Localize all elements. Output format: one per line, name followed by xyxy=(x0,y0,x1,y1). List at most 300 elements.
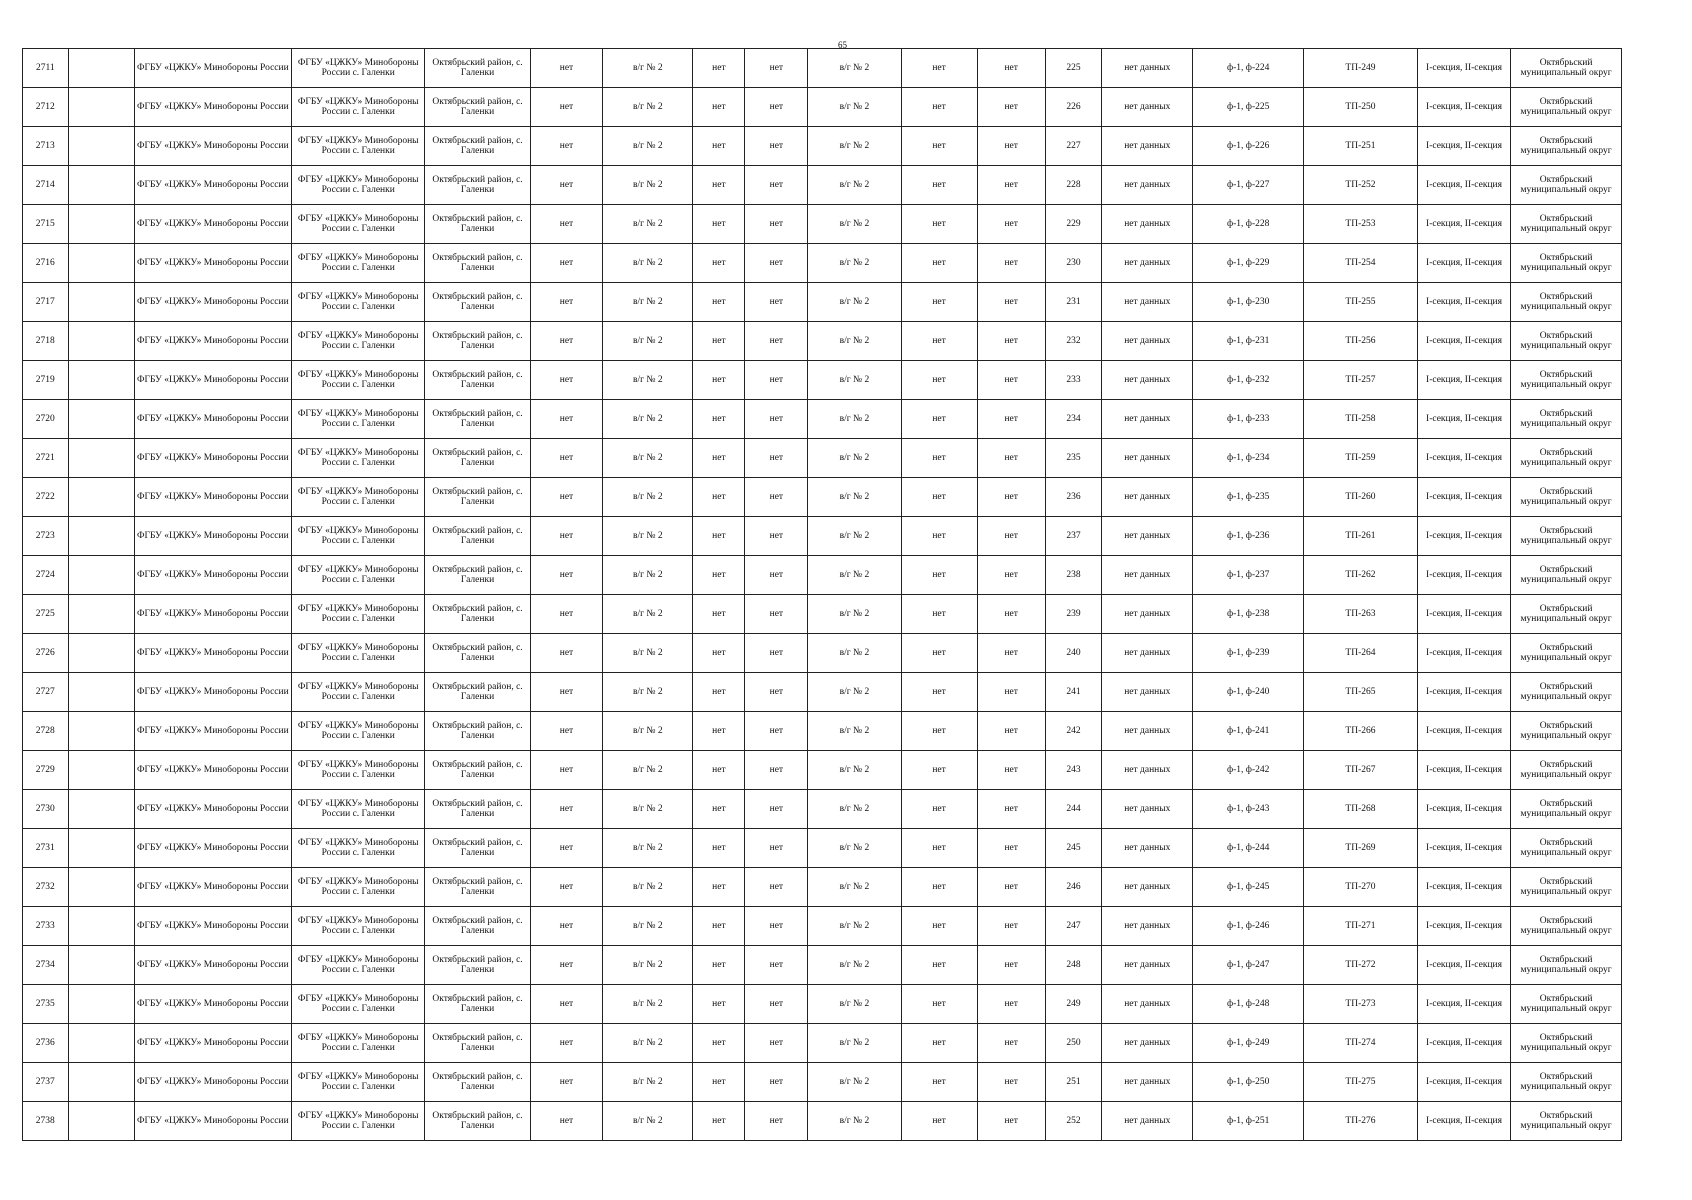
cell-location: Октябрьский район, с. Галенки xyxy=(425,829,530,868)
table-row xyxy=(23,1102,1622,1141)
cell-col6: в/г № 2 xyxy=(603,946,693,985)
cell-number: 228 xyxy=(1045,166,1101,205)
cell-col7: нет xyxy=(693,361,745,400)
cell-col9: в/г № 2 xyxy=(808,829,901,868)
cell-customer: ФГБУ «ЦЖКУ» Минобороны России с. Галенки xyxy=(292,790,425,829)
cell-col5: нет xyxy=(530,439,603,478)
cell-row-number: 2717 xyxy=(23,283,69,322)
cell-col7: нет xyxy=(693,127,745,166)
cell-col10: нет xyxy=(901,712,977,751)
cell-col9: в/г № 2 xyxy=(808,868,901,907)
table-row xyxy=(23,751,1622,790)
cell-feeder: ф-1, ф-245 xyxy=(1193,868,1304,907)
cell-col6: в/г № 2 xyxy=(603,868,693,907)
cell-substation: ТП-262 xyxy=(1304,556,1418,595)
cell-col9: в/г № 2 xyxy=(808,400,901,439)
cell-organization: ФГБУ «ЦЖКУ» Минобороны России xyxy=(134,985,291,1024)
cell-customer: ФГБУ «ЦЖКУ» Минобороны России с. Галенки xyxy=(292,478,425,517)
cell-customer: ФГБУ «ЦЖКУ» Минобороны России с. Галенки xyxy=(292,907,425,946)
cell-col5: нет xyxy=(530,1102,603,1141)
cell-feeder: ф-1, ф-244 xyxy=(1193,829,1304,868)
cell-blank xyxy=(68,478,134,517)
cell-feeder: ф-1, ф-247 xyxy=(1193,946,1304,985)
cell-organization: ФГБУ «ЦЖКУ» Минобороны России xyxy=(134,634,291,673)
cell-substation: ТП-265 xyxy=(1304,673,1418,712)
cell-customer: ФГБУ «ЦЖКУ» Минобороны России с. Галенки xyxy=(292,1063,425,1102)
cell-number: 227 xyxy=(1045,127,1101,166)
cell-number: 246 xyxy=(1045,868,1101,907)
table-row xyxy=(23,946,1622,985)
cell-col8: нет xyxy=(745,400,808,439)
cell-row-number: 2715 xyxy=(23,205,69,244)
table-row xyxy=(23,322,1622,361)
cell-col9: в/г № 2 xyxy=(808,634,901,673)
cell-municipality: Октябрьский муниципальный округ xyxy=(1511,205,1622,244)
cell-municipality: Октябрьский муниципальный округ xyxy=(1511,517,1622,556)
cell-location: Октябрьский район, с. Галенки xyxy=(425,166,530,205)
cell-col5: нет xyxy=(530,790,603,829)
cell-col9: в/г № 2 xyxy=(808,166,901,205)
cell-organization: ФГБУ «ЦЖКУ» Минобороны России xyxy=(134,595,291,634)
cell-col11: нет xyxy=(977,88,1045,127)
cell-organization: ФГБУ «ЦЖКУ» Минобороны России xyxy=(134,49,291,88)
cell-no-data: нет данных xyxy=(1102,283,1193,322)
cell-customer: ФГБУ «ЦЖКУ» Минобороны России с. Галенки xyxy=(292,829,425,868)
cell-feeder: ф-1, ф-236 xyxy=(1193,517,1304,556)
cell-col10: нет xyxy=(901,751,977,790)
table-row xyxy=(23,556,1622,595)
cell-number: 240 xyxy=(1045,634,1101,673)
cell-feeder: ф-1, ф-249 xyxy=(1193,1024,1304,1063)
cell-col7: нет xyxy=(693,868,745,907)
cell-col11: нет xyxy=(977,673,1045,712)
cell-no-data: нет данных xyxy=(1102,907,1193,946)
cell-municipality: Октябрьский муниципальный округ xyxy=(1511,946,1622,985)
cell-col6: в/г № 2 xyxy=(603,205,693,244)
cell-col9: в/г № 2 xyxy=(808,946,901,985)
register-body xyxy=(23,49,1622,1141)
cell-col8: нет xyxy=(745,322,808,361)
cell-number: 225 xyxy=(1045,49,1101,88)
cell-row-number: 2731 xyxy=(23,829,69,868)
table-row xyxy=(23,205,1622,244)
cell-no-data: нет данных xyxy=(1102,556,1193,595)
cell-number: 241 xyxy=(1045,673,1101,712)
cell-col9: в/г № 2 xyxy=(808,439,901,478)
cell-municipality: Октябрьский муниципальный округ xyxy=(1511,49,1622,88)
cell-row-number: 2712 xyxy=(23,88,69,127)
cell-organization: ФГБУ «ЦЖКУ» Минобороны России xyxy=(134,946,291,985)
cell-no-data: нет данных xyxy=(1102,985,1193,1024)
cell-location: Октябрьский район, с. Галенки xyxy=(425,556,530,595)
cell-col5: нет xyxy=(530,166,603,205)
cell-no-data: нет данных xyxy=(1102,88,1193,127)
cell-location: Октябрьский район, с. Галенки xyxy=(425,127,530,166)
cell-col7: нет xyxy=(693,49,745,88)
cell-col7: нет xyxy=(693,166,745,205)
cell-row-number: 2738 xyxy=(23,1102,69,1141)
cell-location: Октябрьский район, с. Галенки xyxy=(425,439,530,478)
table-row xyxy=(23,361,1622,400)
cell-number: 229 xyxy=(1045,205,1101,244)
cell-blank xyxy=(68,361,134,400)
cell-location: Октябрьский район, с. Галенки xyxy=(425,751,530,790)
cell-col7: нет xyxy=(693,556,745,595)
cell-col9: в/г № 2 xyxy=(808,478,901,517)
cell-col5: нет xyxy=(530,946,603,985)
cell-sections: I-секция, II-секция xyxy=(1417,127,1510,166)
cell-municipality: Октябрьский муниципальный округ xyxy=(1511,868,1622,907)
cell-col5: нет xyxy=(530,1063,603,1102)
cell-customer: ФГБУ «ЦЖКУ» Минобороны России с. Галенки xyxy=(292,205,425,244)
cell-col8: нет xyxy=(745,205,808,244)
cell-municipality: Октябрьский муниципальный округ xyxy=(1511,166,1622,205)
cell-municipality: Октябрьский муниципальный округ xyxy=(1511,712,1622,751)
cell-col10: нет xyxy=(901,1063,977,1102)
cell-blank xyxy=(68,712,134,751)
cell-municipality: Октябрьский муниципальный округ xyxy=(1511,1102,1622,1141)
cell-row-number: 2727 xyxy=(23,673,69,712)
cell-customer: ФГБУ «ЦЖКУ» Минобороны России с. Галенки xyxy=(292,1102,425,1141)
cell-organization: ФГБУ «ЦЖКУ» Минобороны России xyxy=(134,712,291,751)
cell-organization: ФГБУ «ЦЖКУ» Минобороны России xyxy=(134,1102,291,1141)
cell-col10: нет xyxy=(901,283,977,322)
cell-row-number: 2711 xyxy=(23,49,69,88)
cell-sections: I-секция, II-секция xyxy=(1417,166,1510,205)
cell-col9: в/г № 2 xyxy=(808,127,901,166)
cell-col7: нет xyxy=(693,478,745,517)
cell-col8: нет xyxy=(745,1102,808,1141)
cell-col9: в/г № 2 xyxy=(808,673,901,712)
cell-blank xyxy=(68,985,134,1024)
cell-feeder: ф-1, ф-237 xyxy=(1193,556,1304,595)
cell-substation: ТП-266 xyxy=(1304,712,1418,751)
cell-feeder: ф-1, ф-235 xyxy=(1193,478,1304,517)
cell-location: Октябрьский район, с. Галенки xyxy=(425,634,530,673)
cell-col11: нет xyxy=(977,322,1045,361)
cell-col5: нет xyxy=(530,1024,603,1063)
cell-blank xyxy=(68,244,134,283)
cell-col8: нет xyxy=(745,1024,808,1063)
cell-blank xyxy=(68,88,134,127)
cell-blank xyxy=(68,49,134,88)
cell-organization: ФГБУ «ЦЖКУ» Минобороны России xyxy=(134,868,291,907)
table-row xyxy=(23,166,1622,205)
cell-number: 251 xyxy=(1045,1063,1101,1102)
cell-col10: нет xyxy=(901,361,977,400)
cell-location: Октябрьский район, с. Галенки xyxy=(425,478,530,517)
cell-feeder: ф-1, ф-239 xyxy=(1193,634,1304,673)
cell-col8: нет xyxy=(745,829,808,868)
cell-number: 242 xyxy=(1045,712,1101,751)
cell-organization: ФГБУ «ЦЖКУ» Минобороны России xyxy=(134,517,291,556)
cell-col5: нет xyxy=(530,751,603,790)
cell-organization: ФГБУ «ЦЖКУ» Минобороны России xyxy=(134,439,291,478)
cell-number: 226 xyxy=(1045,88,1101,127)
cell-col7: нет xyxy=(693,205,745,244)
cell-col8: нет xyxy=(745,244,808,283)
cell-blank xyxy=(68,907,134,946)
cell-col6: в/г № 2 xyxy=(603,49,693,88)
cell-customer: ФГБУ «ЦЖКУ» Минобороны России с. Галенки xyxy=(292,49,425,88)
cell-blank xyxy=(68,751,134,790)
cell-organization: ФГБУ «ЦЖКУ» Минобороны России xyxy=(134,907,291,946)
cell-blank xyxy=(68,1102,134,1141)
cell-substation: ТП-269 xyxy=(1304,829,1418,868)
cell-col11: нет xyxy=(977,829,1045,868)
cell-col10: нет xyxy=(901,1024,977,1063)
cell-no-data: нет данных xyxy=(1102,400,1193,439)
cell-feeder: ф-1, ф-233 xyxy=(1193,400,1304,439)
cell-sections: I-секция, II-секция xyxy=(1417,49,1510,88)
table-row xyxy=(23,829,1622,868)
cell-location: Октябрьский район, с. Галенки xyxy=(425,49,530,88)
cell-municipality: Октябрьский муниципальный округ xyxy=(1511,790,1622,829)
cell-organization: ФГБУ «ЦЖКУ» Минобороны России xyxy=(134,322,291,361)
cell-row-number: 2736 xyxy=(23,1024,69,1063)
cell-col7: нет xyxy=(693,244,745,283)
cell-col10: нет xyxy=(901,634,977,673)
cell-col9: в/г № 2 xyxy=(808,88,901,127)
cell-municipality: Октябрьский муниципальный округ xyxy=(1511,283,1622,322)
cell-no-data: нет данных xyxy=(1102,1063,1193,1102)
cell-col10: нет xyxy=(901,790,977,829)
cell-sections: I-секция, II-секция xyxy=(1417,790,1510,829)
cell-row-number: 2725 xyxy=(23,595,69,634)
cell-col6: в/г № 2 xyxy=(603,751,693,790)
cell-number: 238 xyxy=(1045,556,1101,595)
cell-col6: в/г № 2 xyxy=(603,556,693,595)
cell-row-number: 2732 xyxy=(23,868,69,907)
cell-col11: нет xyxy=(977,868,1045,907)
cell-customer: ФГБУ «ЦЖКУ» Минобороны России с. Галенки xyxy=(292,322,425,361)
cell-location: Октябрьский район, с. Галенки xyxy=(425,361,530,400)
cell-blank xyxy=(68,400,134,439)
cell-municipality: Октябрьский муниципальный округ xyxy=(1511,361,1622,400)
table-row xyxy=(23,907,1622,946)
cell-col8: нет xyxy=(745,88,808,127)
cell-row-number: 2724 xyxy=(23,556,69,595)
cell-substation: ТП-273 xyxy=(1304,985,1418,1024)
cell-feeder: ф-1, ф-226 xyxy=(1193,127,1304,166)
cell-sections: I-секция, II-секция xyxy=(1417,322,1510,361)
cell-col7: нет xyxy=(693,946,745,985)
cell-blank xyxy=(68,595,134,634)
table-row xyxy=(23,283,1622,322)
cell-no-data: нет данных xyxy=(1102,205,1193,244)
cell-feeder: ф-1, ф-224 xyxy=(1193,49,1304,88)
cell-municipality: Октябрьский муниципальный округ xyxy=(1511,400,1622,439)
cell-organization: ФГБУ «ЦЖКУ» Минобороны России xyxy=(134,283,291,322)
cell-blank xyxy=(68,673,134,712)
table-row xyxy=(23,712,1622,751)
cell-sections: I-секция, II-секция xyxy=(1417,439,1510,478)
cell-col9: в/г № 2 xyxy=(808,322,901,361)
cell-col7: нет xyxy=(693,634,745,673)
cell-no-data: нет данных xyxy=(1102,244,1193,283)
cell-col6: в/г № 2 xyxy=(603,517,693,556)
cell-col7: нет xyxy=(693,751,745,790)
cell-row-number: 2718 xyxy=(23,322,69,361)
cell-no-data: нет данных xyxy=(1102,751,1193,790)
cell-col8: нет xyxy=(745,985,808,1024)
cell-col7: нет xyxy=(693,790,745,829)
cell-col11: нет xyxy=(977,712,1045,751)
cell-col6: в/г № 2 xyxy=(603,712,693,751)
cell-location: Октябрьский район, с. Галенки xyxy=(425,400,530,439)
cell-number: 239 xyxy=(1045,595,1101,634)
cell-col6: в/г № 2 xyxy=(603,478,693,517)
cell-sections: I-секция, II-секция xyxy=(1417,1063,1510,1102)
cell-row-number: 2723 xyxy=(23,517,69,556)
cell-number: 234 xyxy=(1045,400,1101,439)
cell-location: Октябрьский район, с. Галенки xyxy=(425,244,530,283)
cell-row-number: 2735 xyxy=(23,985,69,1024)
cell-substation: ТП-259 xyxy=(1304,439,1418,478)
cell-col5: нет xyxy=(530,712,603,751)
cell-customer: ФГБУ «ЦЖКУ» Минобороны России с. Галенки xyxy=(292,166,425,205)
cell-col8: нет xyxy=(745,283,808,322)
table-row xyxy=(23,1024,1622,1063)
cell-blank xyxy=(68,556,134,595)
cell-col11: нет xyxy=(977,634,1045,673)
cell-col8: нет xyxy=(745,49,808,88)
cell-col11: нет xyxy=(977,244,1045,283)
cell-sections: I-секция, II-секция xyxy=(1417,361,1510,400)
cell-customer: ФГБУ «ЦЖКУ» Минобороны России с. Галенки xyxy=(292,673,425,712)
cell-substation: ТП-258 xyxy=(1304,400,1418,439)
cell-blank xyxy=(68,1024,134,1063)
cell-organization: ФГБУ «ЦЖКУ» Минобороны России xyxy=(134,127,291,166)
cell-no-data: нет данных xyxy=(1102,166,1193,205)
cell-municipality: Октябрьский муниципальный округ xyxy=(1511,634,1622,673)
cell-col6: в/г № 2 xyxy=(603,1102,693,1141)
cell-col11: нет xyxy=(977,439,1045,478)
cell-municipality: Октябрьский муниципальный округ xyxy=(1511,556,1622,595)
cell-col5: нет xyxy=(530,400,603,439)
cell-col7: нет xyxy=(693,1024,745,1063)
table-row xyxy=(23,49,1622,88)
cell-number: 247 xyxy=(1045,907,1101,946)
cell-blank xyxy=(68,439,134,478)
cell-col7: нет xyxy=(693,400,745,439)
cell-col5: нет xyxy=(530,322,603,361)
cell-sections: I-секция, II-секция xyxy=(1417,595,1510,634)
cell-col5: нет xyxy=(530,868,603,907)
cell-col6: в/г № 2 xyxy=(603,361,693,400)
cell-col10: нет xyxy=(901,400,977,439)
cell-row-number: 2733 xyxy=(23,907,69,946)
cell-row-number: 2726 xyxy=(23,634,69,673)
table-row xyxy=(23,439,1622,478)
cell-col10: нет xyxy=(901,1102,977,1141)
cell-col10: нет xyxy=(901,829,977,868)
cell-col5: нет xyxy=(530,88,603,127)
cell-organization: ФГБУ «ЦЖКУ» Минобороны России xyxy=(134,751,291,790)
cell-municipality: Октябрьский муниципальный округ xyxy=(1511,478,1622,517)
cell-col8: нет xyxy=(745,673,808,712)
cell-col7: нет xyxy=(693,322,745,361)
cell-sections: I-секция, II-секция xyxy=(1417,829,1510,868)
table-row xyxy=(23,673,1622,712)
cell-no-data: нет данных xyxy=(1102,790,1193,829)
cell-col9: в/г № 2 xyxy=(808,283,901,322)
cell-col9: в/г № 2 xyxy=(808,49,901,88)
cell-col11: нет xyxy=(977,595,1045,634)
cell-feeder: ф-1, ф-241 xyxy=(1193,712,1304,751)
cell-col7: нет xyxy=(693,829,745,868)
cell-organization: ФГБУ «ЦЖКУ» Минобороны России xyxy=(134,478,291,517)
cell-sections: I-секция, II-секция xyxy=(1417,478,1510,517)
cell-municipality: Октябрьский муниципальный округ xyxy=(1511,985,1622,1024)
table-row xyxy=(23,868,1622,907)
cell-col10: нет xyxy=(901,673,977,712)
cell-col9: в/г № 2 xyxy=(808,907,901,946)
cell-col10: нет xyxy=(901,556,977,595)
cell-feeder: ф-1, ф-234 xyxy=(1193,439,1304,478)
cell-col5: нет xyxy=(530,985,603,1024)
cell-feeder: ф-1, ф-242 xyxy=(1193,751,1304,790)
cell-no-data: нет данных xyxy=(1102,478,1193,517)
cell-organization: ФГБУ «ЦЖКУ» Минобороны России xyxy=(134,88,291,127)
cell-col7: нет xyxy=(693,517,745,556)
cell-location: Октябрьский район, с. Галенки xyxy=(425,517,530,556)
cell-col6: в/г № 2 xyxy=(603,439,693,478)
cell-row-number: 2734 xyxy=(23,946,69,985)
cell-substation: ТП-275 xyxy=(1304,1063,1418,1102)
cell-customer: ФГБУ «ЦЖКУ» Минобороны России с. Галенки xyxy=(292,127,425,166)
cell-municipality: Октябрьский муниципальный округ xyxy=(1511,88,1622,127)
cell-feeder: ф-1, ф-225 xyxy=(1193,88,1304,127)
cell-customer: ФГБУ «ЦЖКУ» Минобороны России с. Галенки xyxy=(292,868,425,907)
cell-col6: в/г № 2 xyxy=(603,322,693,361)
cell-substation: ТП-272 xyxy=(1304,946,1418,985)
cell-col5: нет xyxy=(530,205,603,244)
cell-blank xyxy=(68,868,134,907)
cell-col8: нет xyxy=(745,907,808,946)
cell-number: 236 xyxy=(1045,478,1101,517)
cell-number: 230 xyxy=(1045,244,1101,283)
cell-substation: ТП-253 xyxy=(1304,205,1418,244)
cell-organization: ФГБУ «ЦЖКУ» Минобороны России xyxy=(134,205,291,244)
cell-col8: нет xyxy=(745,751,808,790)
cell-municipality: Октябрьский муниципальный округ xyxy=(1511,1024,1622,1063)
cell-substation: ТП-257 xyxy=(1304,361,1418,400)
cell-col10: нет xyxy=(901,907,977,946)
cell-col8: нет xyxy=(745,556,808,595)
cell-blank xyxy=(68,166,134,205)
cell-col11: нет xyxy=(977,478,1045,517)
cell-col11: нет xyxy=(977,361,1045,400)
cell-sections: I-секция, II-секция xyxy=(1417,205,1510,244)
cell-feeder: ф-1, ф-231 xyxy=(1193,322,1304,361)
cell-col10: нет xyxy=(901,517,977,556)
cell-feeder: ф-1, ф-229 xyxy=(1193,244,1304,283)
cell-customer: ФГБУ «ЦЖКУ» Минобороны России с. Галенки xyxy=(292,946,425,985)
cell-col11: нет xyxy=(977,907,1045,946)
cell-sections: I-секция, II-секция xyxy=(1417,88,1510,127)
cell-col7: нет xyxy=(693,1063,745,1102)
cell-col5: нет xyxy=(530,556,603,595)
cell-number: 250 xyxy=(1045,1024,1101,1063)
cell-organization: ФГБУ «ЦЖКУ» Минобороны России xyxy=(134,361,291,400)
table-row xyxy=(23,1063,1622,1102)
cell-number: 232 xyxy=(1045,322,1101,361)
table-row xyxy=(23,985,1622,1024)
cell-customer: ФГБУ «ЦЖКУ» Минобороны России с. Галенки xyxy=(292,556,425,595)
cell-col8: нет xyxy=(745,634,808,673)
cell-no-data: нет данных xyxy=(1102,868,1193,907)
